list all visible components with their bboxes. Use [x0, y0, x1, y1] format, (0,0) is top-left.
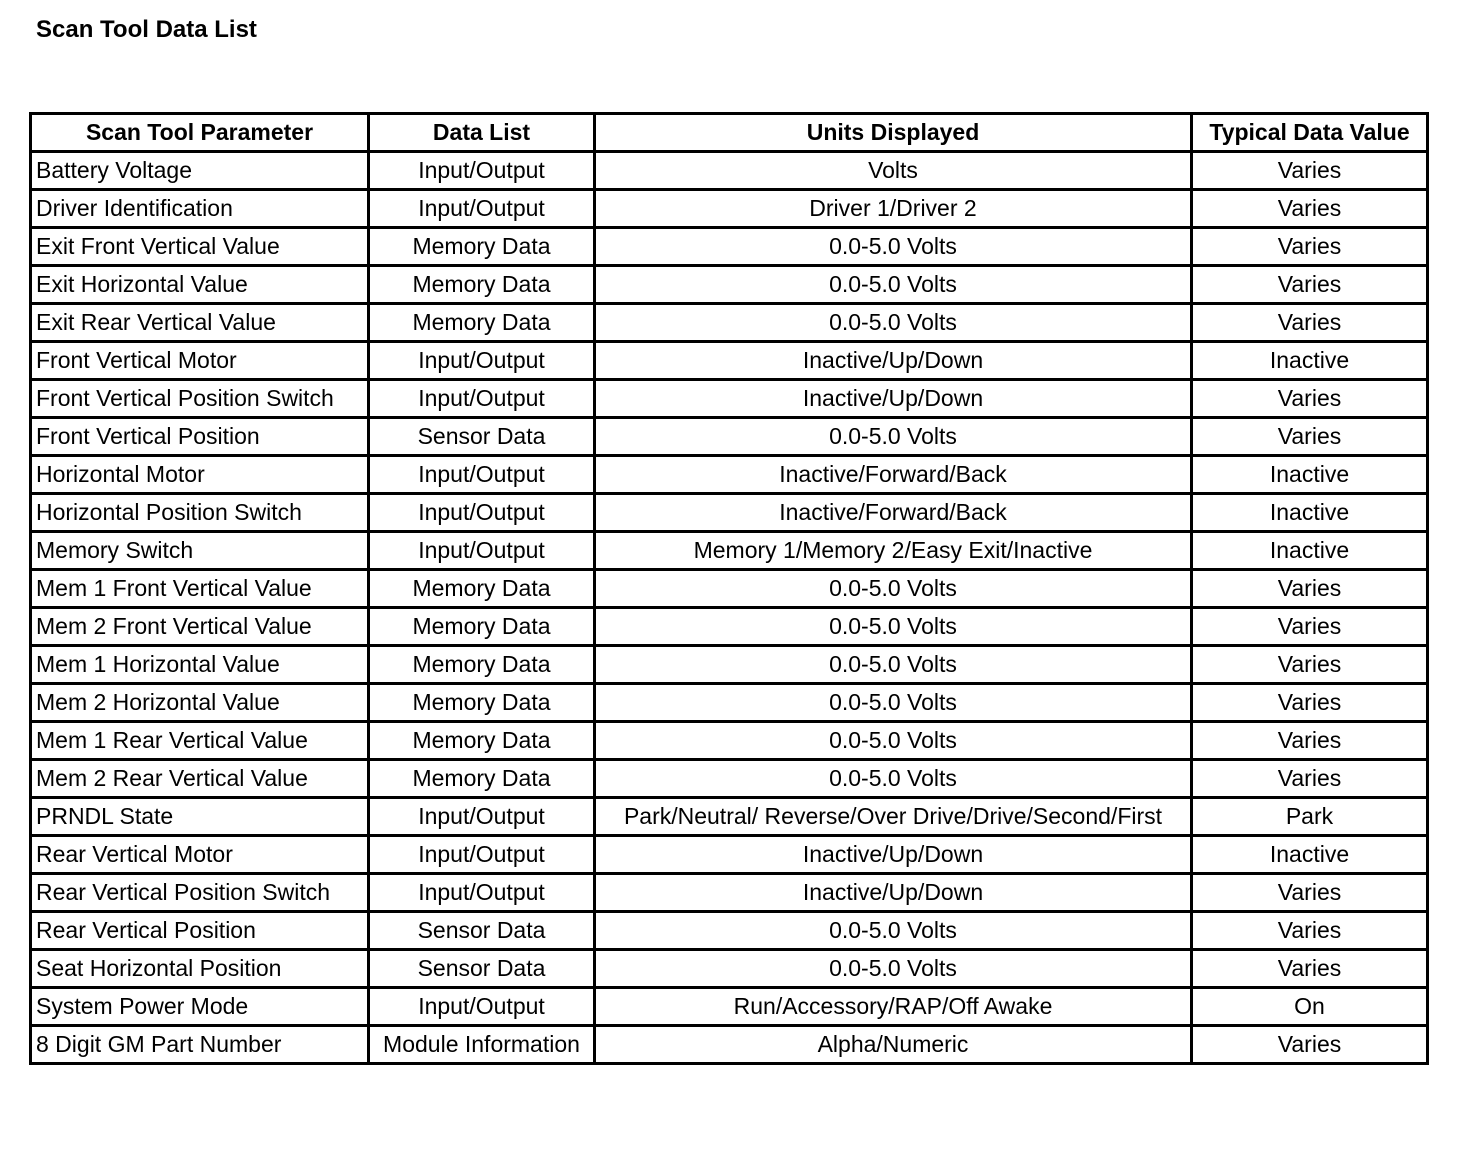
cell-data-list: Input/Output	[369, 988, 595, 1026]
cell-data-list: Input/Output	[369, 532, 595, 570]
cell-data-list: Memory Data	[369, 646, 595, 684]
cell-parameter: System Power Mode	[31, 988, 369, 1026]
table-row	[31, 646, 1428, 684]
cell-data-list: Module Information	[369, 1026, 595, 1064]
cell-units: Driver 1/Driver 2	[595, 190, 1192, 228]
cell-typical-value: Varies	[1192, 152, 1428, 190]
cell-parameter: Exit Front Vertical Value	[31, 228, 369, 266]
cell-typical-value: Varies	[1192, 304, 1428, 342]
cell-typical-value: Varies	[1192, 950, 1428, 988]
table-row	[31, 836, 1428, 874]
cell-data-list: Input/Output	[369, 836, 595, 874]
cell-units: 0.0-5.0 Volts	[595, 760, 1192, 798]
cell-parameter: Front Vertical Motor	[31, 342, 369, 380]
cell-data-list: Input/Output	[369, 456, 595, 494]
table-row	[31, 266, 1428, 304]
cell-units: Volts	[595, 152, 1192, 190]
cell-typical-value: Varies	[1192, 1026, 1428, 1064]
cell-parameter: Memory Switch	[31, 532, 369, 570]
table-row	[31, 988, 1428, 1026]
table-row	[31, 418, 1428, 456]
cell-units: 0.0-5.0 Volts	[595, 228, 1192, 266]
cell-data-list: Memory Data	[369, 570, 595, 608]
header-typical-value: Typical Data Value	[1192, 114, 1428, 152]
cell-parameter: Mem 1 Rear Vertical Value	[31, 722, 369, 760]
cell-data-list: Memory Data	[369, 684, 595, 722]
cell-data-list: Memory Data	[369, 228, 595, 266]
cell-typical-value: Inactive	[1192, 836, 1428, 874]
cell-units: 0.0-5.0 Volts	[595, 684, 1192, 722]
table-row	[31, 190, 1428, 228]
table-row	[31, 798, 1428, 836]
cell-parameter: Mem 2 Horizontal Value	[31, 684, 369, 722]
cell-data-list: Memory Data	[369, 722, 595, 760]
cell-data-list: Input/Output	[369, 798, 595, 836]
cell-data-list: Sensor Data	[369, 418, 595, 456]
cell-units: 0.0-5.0 Volts	[595, 304, 1192, 342]
cell-parameter: Battery Voltage	[31, 152, 369, 190]
cell-typical-value: Inactive	[1192, 494, 1428, 532]
cell-typical-value: Varies	[1192, 722, 1428, 760]
cell-units: 0.0-5.0 Volts	[595, 608, 1192, 646]
cell-data-list: Input/Output	[369, 380, 595, 418]
header-parameter: Scan Tool Parameter	[31, 114, 369, 152]
header-row	[31, 114, 1428, 152]
header-units: Units Displayed	[595, 114, 1192, 152]
table-row	[31, 152, 1428, 190]
cell-units: Inactive/Up/Down	[595, 836, 1192, 874]
table-row	[31, 228, 1428, 266]
cell-typical-value: Varies	[1192, 684, 1428, 722]
cell-parameter: Rear Vertical Motor	[31, 836, 369, 874]
scan-tool-data-table	[29, 112, 1429, 1065]
cell-units: Run/Accessory/RAP/Off Awake	[595, 988, 1192, 1026]
cell-units: Park/Neutral/ Reverse/Over Drive/Drive/Second/First	[595, 798, 1192, 836]
cell-typical-value: Varies	[1192, 912, 1428, 950]
cell-data-list: Memory Data	[369, 266, 595, 304]
cell-parameter: Mem 2 Front Vertical Value	[31, 608, 369, 646]
table-row	[31, 456, 1428, 494]
cell-data-list: Sensor Data	[369, 912, 595, 950]
cell-typical-value: Varies	[1192, 570, 1428, 608]
cell-parameter: Mem 2 Rear Vertical Value	[31, 760, 369, 798]
cell-parameter: Driver Identification	[31, 190, 369, 228]
cell-typical-value: Varies	[1192, 760, 1428, 798]
header-data-list: Data List	[369, 114, 595, 152]
cell-typical-value: Varies	[1192, 266, 1428, 304]
cell-data-list: Input/Output	[369, 190, 595, 228]
cell-typical-value: Inactive	[1192, 532, 1428, 570]
table-row	[31, 722, 1428, 760]
cell-parameter: Front Vertical Position Switch	[31, 380, 369, 418]
table-row	[31, 1026, 1428, 1064]
cell-parameter: PRNDL State	[31, 798, 369, 836]
table-row	[31, 494, 1428, 532]
cell-typical-value: Varies	[1192, 608, 1428, 646]
cell-data-list: Input/Output	[369, 152, 595, 190]
table-row	[31, 304, 1428, 342]
cell-units: Inactive/Up/Down	[595, 380, 1192, 418]
cell-data-list: Input/Output	[369, 494, 595, 532]
cell-data-list: Memory Data	[369, 608, 595, 646]
cell-units: 0.0-5.0 Volts	[595, 950, 1192, 988]
cell-parameter: Rear Vertical Position	[31, 912, 369, 950]
cell-parameter: Exit Rear Vertical Value	[31, 304, 369, 342]
table-body	[31, 152, 1428, 1064]
cell-data-list: Memory Data	[369, 304, 595, 342]
table-row	[31, 342, 1428, 380]
cell-data-list: Sensor Data	[369, 950, 595, 988]
table-row	[31, 760, 1428, 798]
table-row	[31, 608, 1428, 646]
cell-units: Memory 1/Memory 2/Easy Exit/Inactive	[595, 532, 1192, 570]
cell-units: Alpha/Numeric	[595, 1026, 1192, 1064]
cell-units: Inactive/Up/Down	[595, 874, 1192, 912]
cell-parameter: Horizontal Position Switch	[31, 494, 369, 532]
cell-units: 0.0-5.0 Volts	[595, 722, 1192, 760]
page-title: Scan Tool Data List	[36, 16, 257, 43]
cell-typical-value: Varies	[1192, 190, 1428, 228]
cell-parameter: 8 Digit GM Part Number	[31, 1026, 369, 1064]
cell-parameter: Front Vertical Position	[31, 418, 369, 456]
cell-typical-value: Park	[1192, 798, 1428, 836]
table-row	[31, 570, 1428, 608]
cell-units: Inactive/Forward/Back	[595, 456, 1192, 494]
cell-data-list: Input/Output	[369, 342, 595, 380]
cell-typical-value: Varies	[1192, 380, 1428, 418]
table-row	[31, 874, 1428, 912]
table-row	[31, 950, 1428, 988]
cell-data-list: Input/Output	[369, 874, 595, 912]
cell-parameter: Exit Horizontal Value	[31, 266, 369, 304]
cell-parameter: Mem 1 Front Vertical Value	[31, 570, 369, 608]
cell-parameter: Horizontal Motor	[31, 456, 369, 494]
cell-typical-value: Varies	[1192, 646, 1428, 684]
cell-units: 0.0-5.0 Volts	[595, 418, 1192, 456]
cell-units: 0.0-5.0 Volts	[595, 646, 1192, 684]
table-row	[31, 532, 1428, 570]
cell-units: 0.0-5.0 Volts	[595, 570, 1192, 608]
cell-parameter: Seat Horizontal Position	[31, 950, 369, 988]
table-row	[31, 380, 1428, 418]
cell-units: Inactive/Up/Down	[595, 342, 1192, 380]
cell-units: 0.0-5.0 Volts	[595, 266, 1192, 304]
cell-units: Inactive/Forward/Back	[595, 494, 1192, 532]
cell-typical-value: Varies	[1192, 418, 1428, 456]
cell-typical-value: Inactive	[1192, 456, 1428, 494]
table-row	[31, 684, 1428, 722]
cell-typical-value: Inactive	[1192, 342, 1428, 380]
table-header	[31, 114, 1428, 152]
table-row	[31, 912, 1428, 950]
cell-data-list: Memory Data	[369, 760, 595, 798]
cell-parameter: Mem 1 Horizontal Value	[31, 646, 369, 684]
cell-typical-value: On	[1192, 988, 1428, 1026]
cell-units: 0.0-5.0 Volts	[595, 912, 1192, 950]
cell-parameter: Rear Vertical Position Switch	[31, 874, 369, 912]
cell-typical-value: Varies	[1192, 874, 1428, 912]
cell-typical-value: Varies	[1192, 228, 1428, 266]
